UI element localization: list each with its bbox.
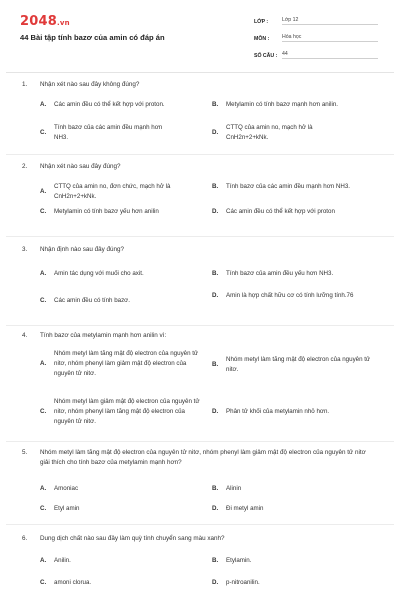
option-letter: D. [212,208,219,215]
option-letter: C. [40,579,47,586]
header [0,0,400,64]
option-b[interactable] [212,355,376,375]
meta-row-count [254,46,378,59]
question-5 [0,448,400,528]
option-a[interactable] [40,269,204,279]
option-letter: B. [212,557,219,564]
option-a[interactable] [40,556,204,566]
option-text: Etyl amin [54,505,80,512]
option-letter: A. [40,188,47,195]
option-text: Amin tác dụng với muối cho axit. [54,270,144,277]
question-number: 6. [22,535,28,542]
meta-value: Lớp 12 [282,17,378,25]
option-letter: A. [40,485,47,492]
question-stem [0,245,400,255]
meta-value: 44 [282,51,378,59]
question-4 [0,331,400,443]
question-divider [6,524,394,525]
option-text: amoni clorua. [54,579,92,586]
question-number: 3. [22,246,28,253]
option-text: Alinin [226,485,242,492]
option-b[interactable] [212,484,376,494]
meta-key: MÔN : [254,36,270,42]
question-6 [0,534,400,600]
option-letter: D. [212,505,219,512]
question-stem [0,534,400,544]
question-2 [0,162,400,242]
option-letter: B. [212,270,219,277]
option-letter: A. [40,101,47,108]
meta-block [254,12,378,63]
question-stem [0,331,400,341]
option-a[interactable] [40,484,204,494]
option-letter: B. [212,183,219,190]
question-number: 1. [22,81,28,88]
option-letter: C. [40,208,47,215]
option-text: Đi metyl amin [226,505,264,512]
question-1 [0,80,400,160]
option-text: Amin là hợp chất hữu cơ có tính lưỡng tính.76 [226,292,354,299]
meta-key: SỐ CÂU : [254,53,278,59]
option-d[interactable] [212,207,386,217]
option-text: Phân tử khối của metylamin nhỏ hơn. [226,408,330,415]
option-letter: D. [212,408,219,415]
option-text: Các amin đều có thể kết hợp với proton. [54,101,165,108]
question-text: Nhận xét nào sau đây đúng? [40,163,121,170]
question-text: Nhận định nào sau đây đúng? [40,246,125,253]
option-c[interactable] [40,123,174,143]
option-letter: D. [212,129,219,136]
question-number: 2. [22,163,28,170]
question-stem [0,80,400,90]
option-letter: A. [40,360,47,367]
option-c[interactable] [40,504,204,514]
question-text: Nhận xét nào sau đây không đúng? [40,81,140,88]
option-letter: B. [212,361,219,368]
option-d[interactable] [212,407,391,417]
option-letter: A. [40,557,47,564]
option-d[interactable] [212,123,346,143]
option-text: Tính bazơ của các amin đều mạnh hơn NH3. [54,124,163,141]
option-text: Các amin đều có thể kết hợp với proton [226,208,335,215]
option-text: Metylamin có tính bazơ mạnh hơn anilin. [226,101,338,108]
question-text: Dung dịch chất nào sau đây làm quỳ tính chuyển sang màu xanh? [40,535,225,542]
option-text: CTTQ của amin no, mạch hở là CnH2n+2+kNk. [226,124,313,141]
option-letter: C. [40,408,47,415]
question-divider [6,325,394,326]
option-a[interactable] [40,349,204,379]
logo-text: 2048 [20,14,57,29]
question-text: Nhóm metyl làm tăng mật độ electron của nguyên tử nitơ, nhóm phenyl làm giảm mật độ electron của nguyên tử nitơ giải thích cho tính bazơ của metylamin mạnh hơn? [40,449,366,466]
option-text: Nhóm metyl làm tăng mật độ electron của nguyên tử nitơ. [226,356,371,373]
option-text: Metylamin có tính bazơ yếu hơn anilin [54,208,159,215]
question-number: 4. [22,332,28,339]
option-letter: C. [40,297,47,304]
option-d[interactable] [212,504,376,514]
question-stem [0,162,400,172]
option-text: Tính bazơ của các amin đều mạnh hơn NH3. [226,183,351,190]
question-stem [0,448,400,468]
question-divider [6,441,394,442]
document-title: 44 Bài tập tính bazơ của amin có đáp án [20,33,165,42]
site-logo[interactable] [20,14,70,29]
option-text: Các amin đều có tính bazơ. [54,297,130,304]
question-number: 5. [22,449,28,456]
option-text: Amoniac [54,485,79,492]
question-3 [0,245,400,325]
option-letter: C. [40,129,47,136]
option-text: CTTQ của amin no, đơn chức, mạch hở là CnH2n+2+kNk. [54,183,171,200]
option-d[interactable] [212,291,366,301]
option-letter: C. [40,505,47,512]
option-a[interactable] [40,100,204,110]
meta-row-subject [254,29,378,42]
option-letter: B. [212,485,219,492]
header-divider [6,72,394,73]
question-text: Tính bazơ của metylamin mạnh hơn anilin vì: [40,332,167,339]
option-text: Nhóm metyl làm tăng mật độ electron của nguyên tử nitơ, nhóm phenyl làm giảm mật độ electron của nguyên tử nitơ. [54,350,199,377]
option-c[interactable] [40,296,204,306]
question-divider [6,236,394,237]
option-text: Etylamin. [226,557,252,564]
option-text: Nhóm metyl làm giảm mật độ electron của nguyên tử nitơ, nhóm phenyl làm tăng mật độ electron của nguyên tử nitơ. [54,398,200,425]
option-c[interactable] [40,578,204,588]
meta-row-class [254,12,378,25]
option-letter: D. [212,292,219,299]
option-letter: D. [212,579,219,586]
meta-key: LỚP : [254,19,269,25]
option-text: Anilin. [54,557,71,564]
option-a[interactable] [40,182,179,202]
option-b[interactable] [212,556,376,566]
option-d[interactable] [212,578,376,588]
option-b[interactable] [212,100,376,110]
logo-suffix: .vn [56,19,70,27]
option-b[interactable] [212,269,386,279]
question-divider [6,154,394,155]
option-b[interactable] [212,182,356,192]
option-text: p-nitroanilin. [226,579,260,586]
option-letter: A. [40,270,47,277]
option-c[interactable] [40,397,204,427]
option-letter: B. [212,101,219,108]
option-text: Tính bazơ của amin đều yếu hơn NH3. [226,270,334,277]
option-c[interactable] [40,207,204,217]
meta-value: Hóa học [282,34,378,42]
